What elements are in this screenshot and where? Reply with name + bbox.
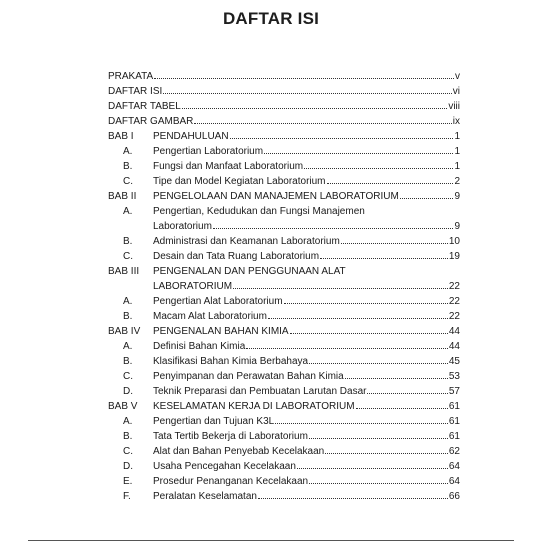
leader-dots	[309, 474, 448, 484]
toc-section[interactable]	[108, 144, 460, 159]
toc-section[interactable]	[108, 384, 460, 399]
toc-section[interactable]	[108, 159, 460, 174]
section-letter: A.	[123, 146, 133, 157]
toc-page-number: 66	[448, 491, 460, 502]
section-title: Desain dan Tata Ruang Laboratorium	[153, 251, 320, 262]
section-letter: F.	[123, 491, 131, 502]
section-title: Penyimpanan dan Perawatan Bahan Kimia	[153, 371, 344, 382]
toc-page-number: vi	[452, 86, 460, 97]
toc-page-number: viii	[448, 101, 460, 112]
section-title: Fungsi dan Manfaat Laboratorium	[153, 161, 304, 172]
section-letter: B.	[123, 431, 133, 442]
toc-page-number: 22	[448, 281, 460, 292]
toc-page-number: 44	[448, 341, 460, 352]
toc-page-number: 10	[448, 236, 460, 247]
section-title: Administrasi dan Keamanan Laboratorium	[153, 236, 340, 247]
chapter-label: BAB III	[108, 266, 140, 277]
chapter-label: BAB IV	[108, 326, 141, 337]
section-title: Macam Alat Laboratorium	[153, 311, 267, 322]
section-letter: A.	[123, 416, 133, 427]
toc-page-number: 1	[454, 131, 460, 142]
leader-dots	[213, 219, 454, 229]
toc-section[interactable]	[108, 474, 460, 489]
toc-section[interactable]	[108, 444, 460, 459]
toc-chapter-3[interactable]	[108, 264, 460, 294]
toc-section[interactable]	[108, 249, 460, 264]
leader-dots	[327, 174, 454, 184]
toc-section[interactable]	[108, 489, 460, 504]
toc-section[interactable]	[108, 294, 460, 309]
section-title: Tipe dan Model Kegiatan Laboratorium	[153, 176, 326, 187]
section-letter: B.	[123, 236, 133, 247]
leader-dots	[341, 234, 448, 244]
toc-entry-daftar-tabel[interactable]	[108, 99, 460, 114]
leader-dots	[309, 354, 448, 364]
toc-chapter-4[interactable]	[108, 324, 460, 339]
section-letter: C.	[123, 176, 133, 187]
section-title: Pengertian, Kedudukan dan Fungsi Manajemen	[153, 206, 365, 217]
section-title: Pengertian Laboratorium	[153, 146, 264, 157]
chapter-title-continued: LABORATORIUM	[153, 281, 233, 292]
toc-chapter-2[interactable]	[108, 189, 460, 204]
leader-dots	[356, 399, 448, 409]
chapter-label: BAB V	[108, 401, 138, 412]
leader-dots	[309, 429, 448, 439]
section-title: Definisi Bahan Kimia	[153, 341, 246, 352]
section-title: Tata Tertib Bekerja di Laboratorium	[153, 431, 308, 442]
chapter-label: BAB I	[108, 131, 134, 142]
toc-entry-prakata[interactable]	[108, 69, 460, 84]
toc-entry-label: DAFTAR GAMBAR	[108, 116, 194, 127]
section-title: Prosedur Penanganan Kecelakaan	[153, 476, 309, 487]
chapter-title: PENGENALAN BAHAN KIMIA	[153, 326, 289, 337]
toc-page-number: 45	[448, 356, 460, 367]
toc-section[interactable]	[108, 234, 460, 249]
toc-section[interactable]	[108, 339, 460, 354]
chapter-title: PENGENALAN DAN PENGGUNAAN ALAT	[153, 266, 346, 277]
leader-dots	[284, 294, 448, 304]
section-letter: B.	[123, 311, 133, 322]
chapter-title: PENGELOLAAN DAN MANAJEMEN LABORATORIUM	[153, 191, 399, 202]
toc-page-number: 9	[454, 221, 460, 232]
toc-page-number: 64	[448, 461, 460, 472]
toc-page-number: 1	[454, 146, 460, 157]
toc-page-number: 2	[454, 176, 460, 187]
leader-dots	[304, 159, 453, 169]
toc-section[interactable]	[108, 204, 460, 234]
toc-entry-daftar-isi[interactable]	[108, 84, 460, 99]
toc-section[interactable]	[108, 354, 460, 369]
toc-page-number: 62	[448, 446, 460, 457]
toc-section[interactable]	[108, 174, 460, 189]
leader-dots	[182, 99, 448, 109]
toc-page-number: 61	[448, 416, 460, 427]
section-title: Pengertian Alat Laboratorium	[153, 296, 283, 307]
toc-page-number: 61	[448, 401, 460, 412]
section-letter: B.	[123, 356, 133, 367]
page-title: DAFTAR ISI	[222, 9, 320, 28]
toc-chapter-5[interactable]	[108, 399, 460, 414]
chapter-title: PENDAHULUAN	[153, 131, 229, 142]
leader-dots	[400, 189, 454, 199]
toc-page-number: 19	[448, 251, 460, 262]
toc-section[interactable]	[108, 369, 460, 384]
section-letter: E.	[123, 476, 133, 487]
section-letter: C.	[123, 446, 133, 457]
section-title: Teknik Preparasi dan Pembuatan Larutan Dasar	[153, 386, 367, 397]
toc-entry-label: DAFTAR ISI	[108, 86, 163, 97]
toc-page-number: ix	[452, 116, 460, 127]
leader-dots	[154, 69, 454, 79]
section-letter: D.	[123, 386, 133, 397]
leader-dots	[264, 144, 453, 154]
toc-page-number: v	[455, 71, 460, 82]
table-of-contents	[108, 69, 460, 504]
section-title: Peralatan Keselamatan	[153, 491, 257, 502]
bottom-divider	[28, 540, 514, 541]
leader-dots	[268, 309, 448, 319]
chapter-title: KESELAMATAN KERJA DI LABORATORIUM	[153, 401, 355, 412]
section-letter: A.	[123, 341, 133, 352]
leader-dots	[297, 459, 448, 469]
leader-dots	[163, 84, 452, 94]
toc-page-number: 22	[448, 296, 460, 307]
toc-section[interactable]	[108, 459, 460, 474]
leader-dots	[367, 384, 447, 394]
section-letter: B.	[123, 161, 133, 172]
section-title-continued: Laboratorium	[153, 221, 212, 232]
toc-page-number: 22	[448, 311, 460, 322]
section-letter: C.	[123, 371, 133, 382]
section-title: Klasifikasi Bahan Kimia Berbahaya	[153, 356, 309, 367]
toc-page-number: 9	[454, 191, 460, 202]
leader-dots	[246, 339, 448, 349]
section-title: Alat dan Bahan Penyebab Kecelakaan	[153, 446, 325, 457]
leader-dots	[345, 369, 448, 379]
section-letter: A.	[123, 296, 133, 307]
leader-dots	[230, 129, 454, 139]
leader-dots	[275, 414, 448, 424]
section-letter: A.	[123, 206, 133, 217]
toc-chapter-1[interactable]	[108, 129, 460, 144]
leader-dots	[233, 279, 448, 289]
section-title: Pengertian dan Tujuan K3L	[153, 416, 275, 427]
toc-entry-label: DAFTAR TABEL	[108, 101, 181, 112]
leader-dots	[320, 249, 448, 259]
toc-page-number: 1	[454, 161, 460, 172]
toc-section[interactable]	[108, 414, 460, 429]
toc-entry-daftar-gambar[interactable]	[108, 114, 460, 129]
toc-page-number: 61	[448, 431, 460, 442]
toc-page-number: 57	[448, 386, 460, 397]
toc-page-number: 53	[448, 371, 460, 382]
leader-dots	[290, 324, 448, 334]
toc-entry-label: PRAKATA	[108, 71, 154, 82]
section-letter: D.	[123, 461, 133, 472]
toc-section[interactable]	[108, 429, 460, 444]
leader-dots	[258, 489, 448, 499]
section-letter: C.	[123, 251, 133, 262]
toc-page-number: 44	[448, 326, 460, 337]
leader-dots	[194, 114, 451, 124]
chapter-label: BAB II	[108, 191, 137, 202]
section-title: Usaha Pencegahan Kecelakaan	[153, 461, 296, 472]
toc-section[interactable]	[108, 309, 460, 324]
toc-page-number: 64	[448, 476, 460, 487]
leader-dots	[325, 444, 448, 454]
